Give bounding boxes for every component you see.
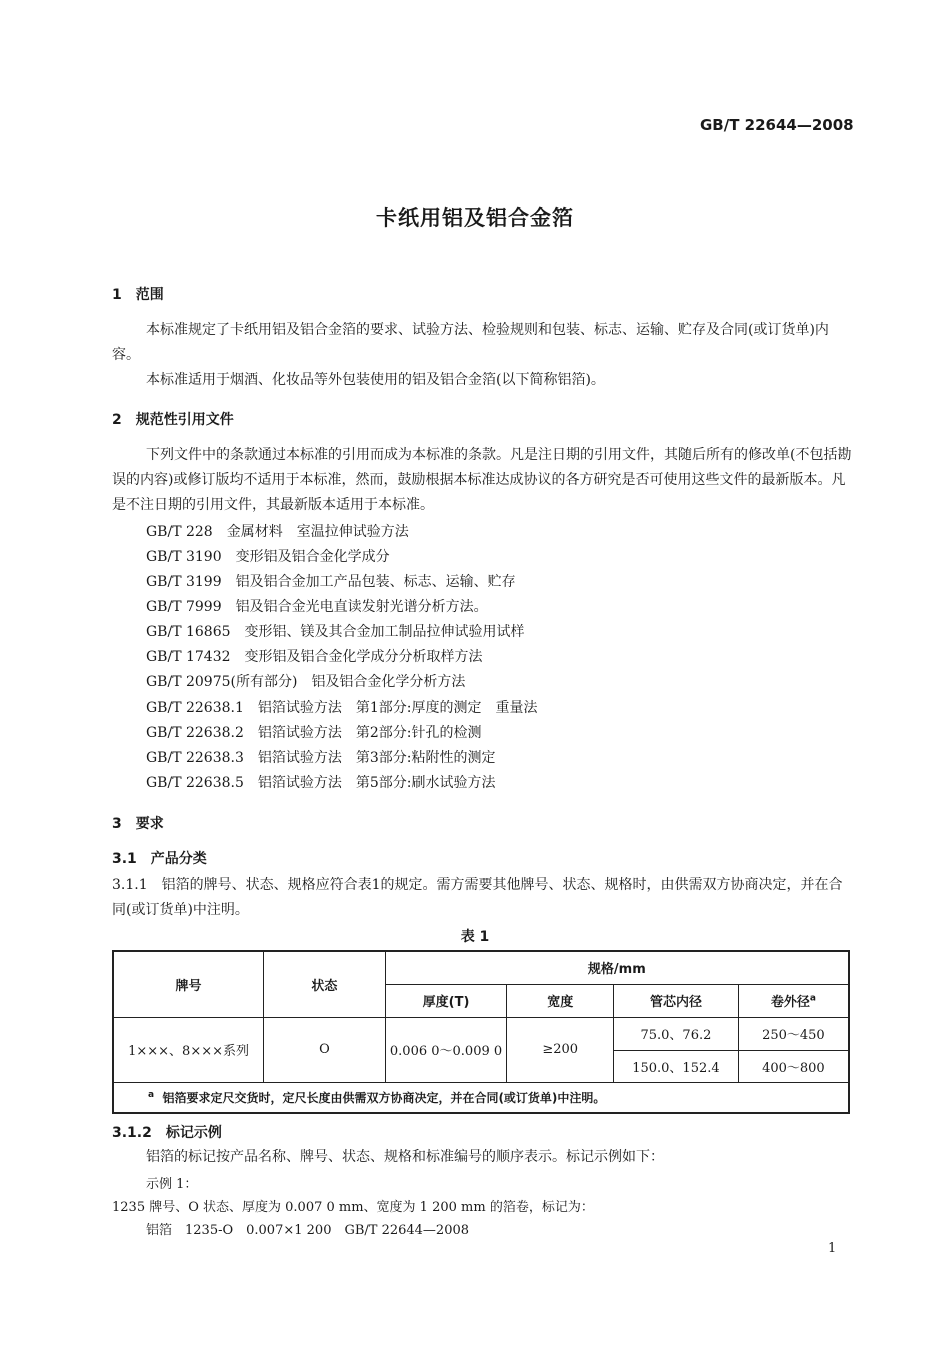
- standard-number: GB/T 22644—2008: [700, 116, 854, 134]
- table-footnote: $^a$ 铝箔要求定尺交货时，定尺长度由供需双方协商决定，并在合同(或订货单)中注明。: [113, 1082, 849, 1113]
- reference-title: 变形铝及铝合金化学成分: [235, 549, 390, 565]
- section-3-heading: 3 要求: [112, 816, 164, 832]
- cell-outer-1: 250～450: [738, 1017, 849, 1050]
- reference-item: [146, 646, 483, 666]
- reference-code: GB/T 7999: [146, 599, 222, 615]
- reference-code: GB/T 3190: [146, 549, 222, 565]
- reference-title: 铝及铝合金化学分析方法: [311, 674, 466, 690]
- reference-item: [146, 747, 496, 767]
- reference-title: 铝箔试验方法 第5部分:刷水试验方法: [257, 775, 496, 791]
- footnote-marker: a: [148, 1089, 155, 1100]
- reference-title: 铝箔试验方法 第1部分:厚度的测定 重量法: [257, 700, 538, 716]
- reference-code: GB/T 17432: [146, 649, 231, 665]
- footnote-marker: a: [809, 993, 816, 1004]
- header-core-diameter: 管芯内径: [614, 984, 739, 1017]
- header-thickness: 厚度(T): [385, 984, 507, 1017]
- section-1-heading: 1 范围: [112, 287, 164, 303]
- reference-code: GB/T 3199: [146, 574, 222, 590]
- reference-item: [146, 722, 482, 742]
- section-2-heading: 2 规范性引用文件: [112, 412, 234, 428]
- cell-core-2: 150.0、152.4: [614, 1050, 739, 1082]
- header-outer-diameter: 卷外径$^a$: [738, 984, 849, 1017]
- reference-item: [146, 621, 525, 641]
- reference-code: GB/T 20975(所有部分): [146, 674, 298, 690]
- header-spec: 规格/mm: [385, 951, 849, 984]
- reference-code: GB/T 22638.1: [146, 700, 244, 716]
- header-temper: 状态: [264, 951, 386, 1017]
- cell-temper: O: [264, 1017, 386, 1082]
- example-text: 1235 牌号、O 状态、厚度为 0.007 0 mm、宽度为 1 200 mm 的箔卷，标记为：: [112, 1200, 594, 1215]
- section-3-1-2-text: 铝箔的标记按产品名称、牌号、状态、规格和标准编号的顺序表示。标记示例如下：: [146, 1149, 664, 1165]
- reference-title: 变形铝、镁及其合金加工制品拉伸试验用试样: [244, 624, 525, 640]
- reference-title: 变形铝及铝合金化学成分分析取样方法: [244, 649, 483, 665]
- reference-item: [146, 671, 465, 691]
- reference-item: [146, 772, 496, 792]
- reference-code: GB/T 22638.3: [146, 750, 244, 766]
- section-1-paragraph-2: 本标准适用于烟酒、化妆品等外包装使用的铝及铝合金箔(以下简称铝箔)。: [146, 372, 605, 388]
- cell-thickness: 0.006 0～0.009 0: [385, 1017, 507, 1082]
- section-1-paragraph-1: 本标准规定了卡纸用铝及铝合金箔的要求、试验方法、检验规则和包装、标志、运输、贮存及合同(或订货单)内容。: [112, 322, 829, 363]
- reference-title: 铝箔试验方法 第3部分:粘附性的测定: [257, 750, 496, 766]
- page-number: 1: [828, 1241, 837, 1256]
- example-label: 示例 1：: [146, 1177, 198, 1192]
- reference-item: [146, 697, 538, 717]
- example-mark: 铝箔 1235-O 0.007×1 200 GB/T 22644—2008: [146, 1223, 470, 1238]
- table-caption: 表 1: [460, 929, 490, 945]
- document-title: 卡纸用铝及铝合金箔: [376, 206, 574, 230]
- section-3-1-2-heading: 3.1.2 标记示例: [112, 1125, 222, 1141]
- cell-width: ≥200: [507, 1017, 614, 1082]
- reference-item: [146, 571, 516, 591]
- section-3-1-heading: 3.1 产品分类: [112, 851, 207, 867]
- cell-core-1: 75.0、76.2: [614, 1017, 739, 1050]
- spec-table: [112, 950, 850, 1114]
- reference-item: [146, 546, 390, 566]
- header-grade: 牌号: [113, 951, 264, 1017]
- reference-title: 金属材料 室温拉伸试验方法: [226, 524, 409, 540]
- reference-item: [146, 521, 409, 541]
- section-2-paragraph: 下列文件中的条款通过本标准的引用而成为本标准的条款。凡是注日期的引用文件，其随后所有的修改单(不包括勘误的内容)或修订版均不适用于本标准，然而，鼓励根据本标准达成协议的各方研究是否可使用这些文件的最新版本。凡是不注日期的引用文件，其最新版本适用于本标准。: [112, 447, 852, 513]
- header-width: 宽度: [507, 984, 614, 1017]
- reference-code: GB/T 228: [146, 524, 213, 540]
- reference-title: 铝及铝合金加工产品包装、标志、运输、贮存: [235, 574, 516, 590]
- section-3-1-1-text: 3.1.1 铝箔的牌号、状态、规格应符合表1的规定。需方需要其他牌号、状态、规格时，由供需双方协商决定，并在合同(或订货单)中注明。: [112, 877, 843, 918]
- cell-grade: 1×××、8×××系列: [113, 1017, 264, 1082]
- reference-code: GB/T 22638.2: [146, 725, 244, 741]
- reference-item: [146, 596, 488, 616]
- reference-code: GB/T 16865: [146, 624, 231, 640]
- reference-title: 铝及铝合金光电直读发射光谱分析方法。: [235, 599, 488, 615]
- reference-code: GB/T 22638.5: [146, 775, 244, 791]
- reference-title: 铝箔试验方法 第2部分:针孔的检测: [257, 725, 482, 741]
- cell-outer-2: 400～800: [738, 1050, 849, 1082]
